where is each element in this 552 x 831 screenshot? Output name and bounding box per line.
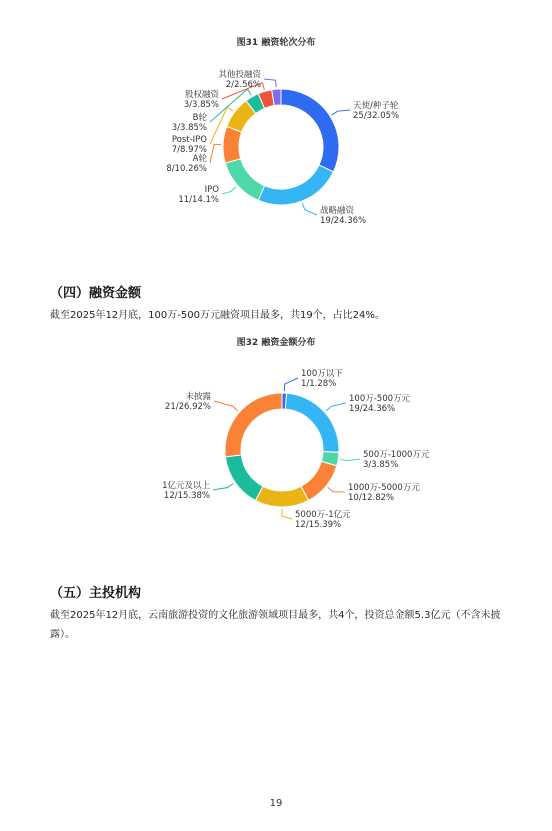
figure-32-title: 图32 融资金额分布: [236, 338, 316, 348]
donut-slice: [258, 165, 333, 205]
leader-line: [222, 187, 236, 194]
slice-label-name: 股权融资: [184, 90, 219, 100]
slice-label-name: Post-IPO: [171, 135, 207, 145]
slice-label-value: 10/12.82%: [348, 493, 395, 503]
donut-slice: [301, 461, 337, 500]
section-5-heading: （五）主投机构: [50, 586, 142, 601]
slice-label-value: 25/32.05%: [353, 111, 400, 121]
leader-line: [302, 203, 317, 215]
leader-line: [284, 378, 298, 391]
slice-label-name: 100万以下: [301, 369, 343, 379]
slice-label-name: A轮: [192, 154, 207, 164]
slice-label-name: 1000万-5000万元: [348, 483, 420, 493]
leader-line: [328, 487, 345, 492]
donut-slice: [223, 126, 242, 163]
leader-line: [326, 403, 346, 411]
section-4-paragraph: 截至2025年12月底，100万-500万元融资项目最多，共19个，占比24%。: [50, 310, 385, 321]
page-number: 19: [269, 798, 283, 809]
section-4-heading: （四）融资金额: [50, 286, 142, 301]
leader-line: [340, 459, 360, 461]
donut-slice: [225, 455, 263, 501]
slice-label-name: 5000万-1亿元: [295, 510, 351, 520]
slice-label-name: 未披露: [185, 392, 211, 402]
slice-label-name: 100万-500万元: [349, 394, 411, 404]
slice-label-value: 1/1.28%: [301, 379, 337, 389]
slice-label-name: 其他投融资: [218, 70, 261, 80]
slice-label-value: 19/24.36%: [320, 216, 367, 226]
donut-slice: [255, 486, 308, 507]
donut-slice: [281, 89, 339, 172]
slice-label-value: 8/10.26%: [166, 164, 207, 174]
leader-line: [213, 483, 233, 490]
slice-label-value: 12/15.39%: [295, 520, 342, 530]
slice-label-value: 12/15.38%: [163, 491, 210, 501]
figure-31-donut-chart: [0, 60, 552, 260]
leader-line: [214, 401, 238, 411]
slice-label-value: 3/3.85%: [183, 100, 219, 110]
slice-label-value: 19/24.36%: [349, 404, 396, 414]
leader-line: [210, 144, 221, 163]
donut-slice: [225, 393, 282, 457]
donut-slice: [285, 393, 339, 452]
slice-label-value: 3/3.85%: [171, 123, 207, 133]
figure-32-donut-chart: [0, 360, 552, 540]
section-5-paragraph: 截至2025年12月底，云南旅游投资的文化旅游领域项目最多，共4个，投资总金额5.3亿元（不含未披露）。: [50, 610, 501, 640]
slice-label-value: 2/2.56%: [225, 80, 261, 90]
slice-label-value: 11/14.1%: [178, 195, 219, 205]
leader-line: [332, 110, 350, 115]
slice-label-name: 战略融资: [320, 206, 355, 216]
donut-slice: [225, 159, 264, 201]
leader-line: [282, 509, 292, 519]
slice-label-name: 天使/种子轮: [353, 101, 399, 111]
slice-label-name: 500万-1000万元: [363, 450, 430, 460]
slice-label-value: 3/3.85%: [363, 460, 399, 470]
slice-label-name: B轮: [192, 113, 207, 123]
figure-31-title: 图31 融资轮次分布: [236, 38, 316, 48]
leader-line: [264, 79, 276, 87]
slice-label-value: 21/26.92%: [164, 402, 211, 412]
slice-label-value: 7/8.97%: [171, 145, 207, 155]
slice-label-name: 1亿元及以上: [162, 481, 210, 491]
slice-label-name: IPO: [204, 185, 219, 195]
